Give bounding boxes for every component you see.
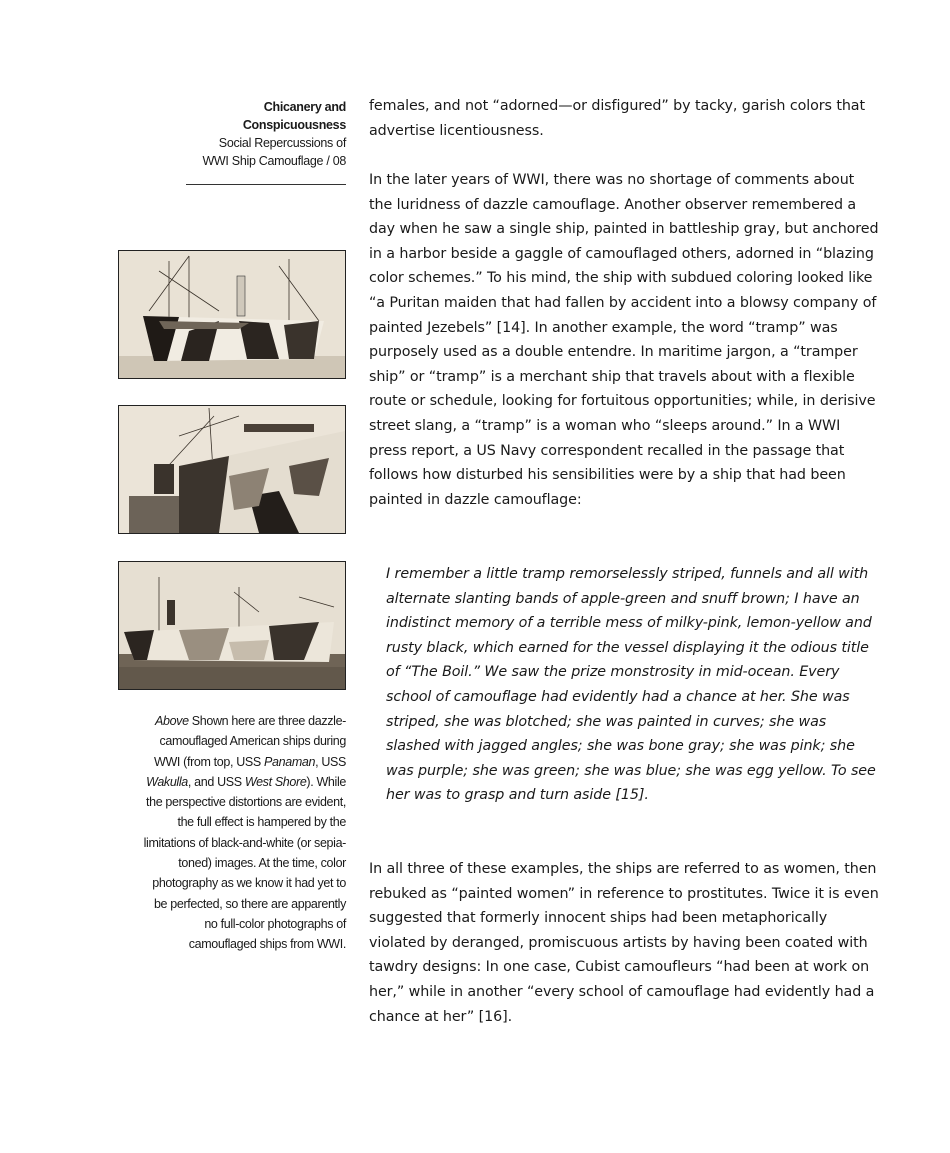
header-subtitle-line-1: Social Repercussions of	[218, 136, 346, 150]
paragraph-text: females, and not “adorned—or disfigured” by tacky, garish colors that advertise licentiousness.	[369, 98, 865, 139]
header-divider	[186, 184, 346, 185]
paragraph-text: In the later years of WWI, there was no shortage of comments about the luridness of dazzle camouflage. Another observer remembered a day when he saw a single ship, painted in battleship gray, but anchored in a harbor beside a gaggle of camouflaged others, adorned in “blazing color schemes.” To his mind, the ship with subdued coloring looked like “a Puritan maiden that had fallen by accident into a blowsy company of painted Jezebels” [14]. In another example, the word “tramp” was purposely used as a double entendre. In maritime jargon, a “tramper ship” or “tramp” is a merchant ship that travels about with a flexible route or schedule, looking for fortuitous opportunities; while, in derisive street slang, a “tramp” is a woman who “sleeps around.” In a WWI press report, a US Navy correspondent recalled in the passage that follows how disturbed his sensibilities were by a ship that had been painted in dazzle camouflage:	[369, 172, 879, 508]
caption-text-1: Shown here are three dazzle-camouflaged American ships during WWI (from top, USS	[154, 714, 346, 769]
caption-ship-1: Panaman	[264, 754, 316, 769]
caption-text-2: , USS	[315, 754, 346, 769]
block-quote	[386, 562, 876, 808]
caption-lead: Above	[154, 714, 189, 728]
body-paragraph-3	[369, 857, 879, 1029]
caption-ship-2: Wakulla	[146, 774, 188, 789]
body-paragraph-1	[369, 94, 879, 143]
caption-text-3: , and USS	[187, 774, 245, 789]
header-title-line-2: Conspicuousness	[242, 118, 346, 132]
photo-uss-west-shore	[118, 561, 346, 690]
header-subtitle-line-2: WWI Ship Camouflage / 08	[202, 154, 346, 168]
caption-text-4: ). While the perspective distortions are evident, the full effect is hampered by the limitations of black-and-white (or sepia-toned) images. At the time, color photography as we know it had yet to be perfected, so there are apparently no full-color photographs of camouflaged ships from WWI.	[143, 774, 346, 952]
body-paragraph-2	[369, 168, 879, 512]
caption-ship-3: West Shore	[244, 774, 307, 789]
photo-uss-panaman	[118, 250, 346, 379]
photo-uss-wakulla	[118, 405, 346, 534]
quote-text: I remember a little tramp remorselessly striped, funnels and all with alternate slanting bands of apple-green and snuff brown; I have an indistinct memory of a terrible mess of milky-pink, lemon-yellow and rusty black, which earned for the vessel displaying it the odious title of “The Boil.” We saw the prize monstrosity in mid-ocean. Every school of camouflage had evidently had a chance at her. She was striped, she was blotched; she was painted in curves; she was slashed with jagged angles; she was bone gray; she was pink; she was purple; she was green; she was blue; she was egg yellow. To see her was to grasp and turn aside [15].	[386, 566, 876, 804]
header-title-line-1: Chicanery and	[263, 100, 346, 114]
paragraph-text: In all three of these examples, the ships are referred to as women, then rebuked as “painted women” in reference to prostitutes. Twice it is even suggested that formerly innocent ships had been metaphorically violated by deranged, promiscuous artists by having been coated with tawdry designs: In one case, Cubist camoufleurs “had been at work on her,” while in another “every school of camouflage had evidently had a chance at her” [16].	[369, 861, 879, 1025]
figure-caption	[140, 711, 346, 955]
running-header	[150, 98, 346, 170]
